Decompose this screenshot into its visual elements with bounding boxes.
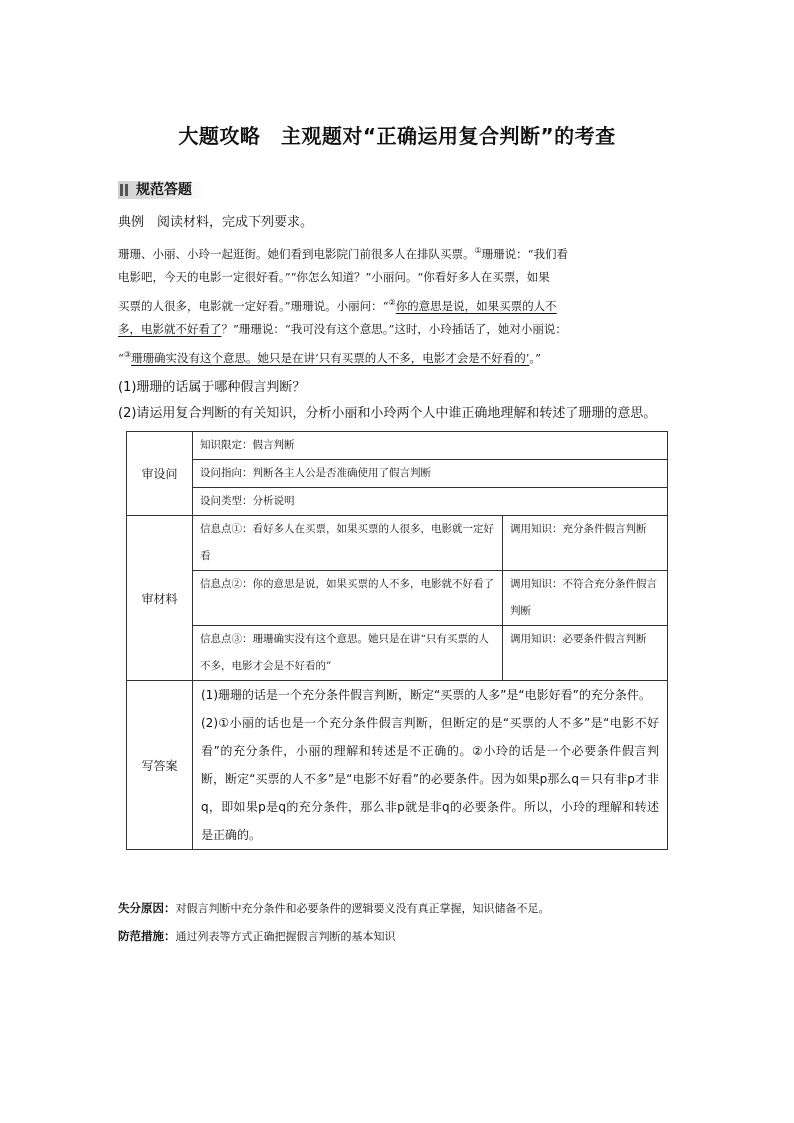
material-text: 珊珊、小丽、小玲一起逛街。她们看到电影院门前很多人在排队买票。: [118, 246, 475, 261]
loss-reason: [118, 900, 550, 916]
answer-cell: [193, 681, 668, 850]
marker-3: ③: [123, 350, 132, 359]
table-cell: 设问类型：分析说明: [193, 488, 668, 516]
analysis-table: [126, 431, 668, 850]
prevention-measure: [118, 928, 396, 944]
info-point-cell: 信息点③：珊珊确实没有这个意思。她只是在讲“只有买票的人不多，电影才会是不好看的”: [193, 626, 503, 681]
loss-reason-label: 失分原因：: [118, 901, 176, 915]
loss-reason-text: 对假言判断中充分条件和必要条件的逻辑要义没有真正掌握，知识储备不足。: [175, 902, 550, 915]
knowledge-cell: 调用知识：必要条件假言判断: [503, 626, 668, 681]
table-row: [127, 516, 668, 571]
material-line: [118, 290, 678, 316]
prevention-label: 防范措施：: [118, 929, 176, 943]
table-row: [127, 488, 668, 516]
answer-part-1: (1)珊珊的话是一个充分条件假言判断，断定“买票的人多”是“电影好看”的充分条件。: [201, 688, 651, 702]
table-cell: 设问指向：判断各主人公是否准确使用了假言判断: [193, 460, 668, 488]
table-row: [127, 681, 668, 850]
material-line: [118, 316, 678, 342]
page-title: 大题攻略 主观题对“正确运用复合判断”的考查: [178, 124, 616, 148]
row-label-shen-she-wen: 审设问: [127, 432, 193, 516]
answer-part-2: (2)①小丽的话也是一个充分条件假言判断，但断定的是“买票的人不多”是“电影不好看”的充分条件，小丽的理解和转述是不正确的。②小玲的话是一个必要条件假言判断，断定“买票的人不多”是“电影不好看”的必要条件。因为如果p那么q＝只有非p才非q，即如果p是q的充分条件，那么非p就是非q的必要条件。所以，小玲的理解和转述是正确的。: [201, 716, 659, 842]
material-text: 。”: [529, 350, 542, 365]
marker-1: ①: [474, 246, 482, 255]
section-marker-icon: [120, 184, 128, 196]
table-row: [127, 460, 668, 488]
material-line: [118, 238, 678, 264]
table-row: [127, 626, 668, 681]
material-passage: [118, 238, 678, 368]
table-row: [127, 571, 668, 626]
underlined-text: 多，电影就不好看了: [118, 322, 222, 336]
info-point-cell: 信息点②：你的意思是说，如果买票的人不多，电影就不好看了: [193, 571, 503, 626]
underlined-text: 你的意思是说，如果买票的人不: [395, 298, 557, 313]
question-1: (1)珊珊的话属于哪种假言判断？: [118, 380, 306, 395]
table-cell: 知识限定：假言判断: [193, 432, 668, 460]
question-2: (2)请运用复合判断的有关知识，分析小丽和小玲两个人中谁正确地理解和转述了珊珊的意思。: [118, 406, 657, 421]
row-label-shen-cai-liao: 审材料: [127, 516, 193, 681]
material-text: “: [118, 350, 124, 365]
row-label-xie-da-an: 写答案: [127, 681, 193, 850]
info-point-cell: 信息点①：看好多人在买票，如果买票的人很多，电影就一定好看: [193, 516, 503, 571]
section-label: 规范答题: [136, 182, 192, 198]
material-line: [118, 342, 678, 368]
knowledge-cell: 调用知识：充分条件假言判断: [503, 516, 668, 571]
table-row: [127, 432, 668, 460]
material-text: 珊珊说：“我们看: [481, 246, 569, 261]
marker-2: ②: [388, 298, 396, 307]
material-text: ？”珊珊说：“我可没有这个意思。”这时，小玲插话了，她对小丽说：: [221, 322, 567, 336]
section-header: [118, 180, 214, 200]
material-line: [118, 264, 678, 290]
knowledge-cell: 调用知识：不符合充分条件假言判断: [503, 571, 668, 626]
prevention-text: 通过列表等方式正确把握假言判断的基本知识: [175, 930, 396, 943]
underlined-text: 珊珊确实没有这个意思。她只是在讲‘只有买票的人不多，电影才会是不好看的’: [131, 350, 530, 365]
material-text: 买票的人很多，电影就一定好看。”珊珊说。小丽问：“: [118, 298, 389, 313]
material-text: 电影吧，今天的电影一定很好看。”“你怎么知道？”小丽问。“你看好多人在买票，如果: [118, 270, 550, 284]
example-intro: 典例 阅读材料，完成下列要求。: [118, 215, 314, 230]
